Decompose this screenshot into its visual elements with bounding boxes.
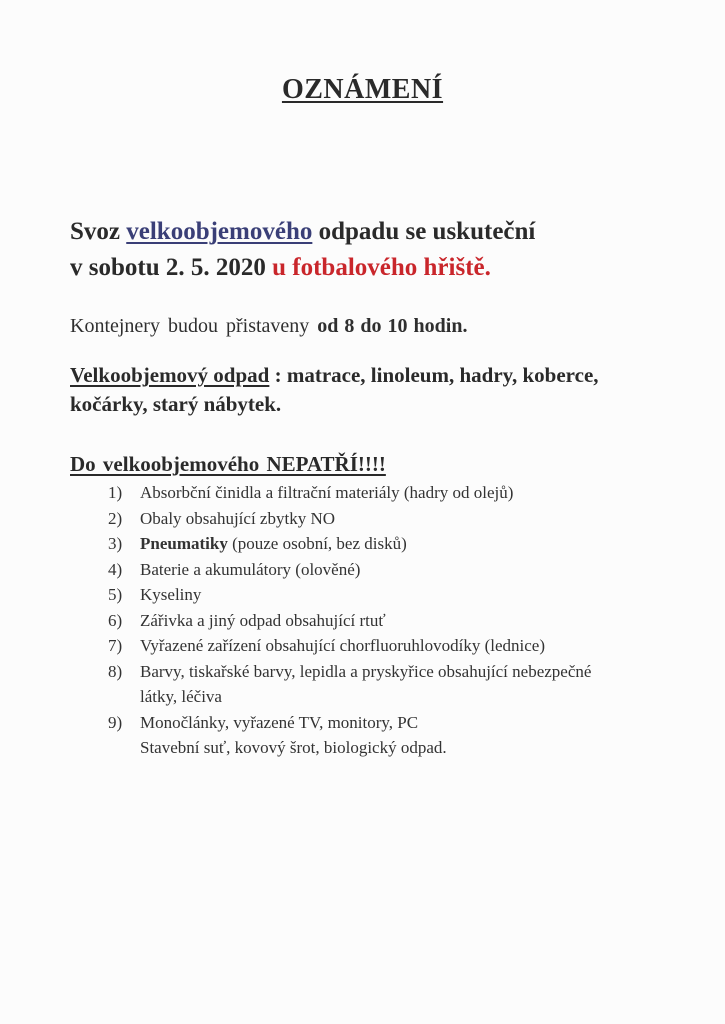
list-item (108, 582, 678, 608)
list-item-text: Zářivka a jiný odpad obsahující rtuť (140, 610, 386, 630)
bulky-waste-info (70, 361, 650, 419)
list-item-number: 6) (108, 610, 123, 630)
containers-info (70, 315, 467, 338)
list-item-number: 5) (108, 585, 123, 604)
bulky-waste-separator: : (269, 363, 287, 387)
page-title: OZNÁMENÍ (281, 74, 444, 105)
list-item-text: Obaly obsahující zbytky NO (140, 508, 335, 528)
list-item-text: Baterie a akumulátory (olověné) (140, 559, 361, 579)
list-item-continuation: Stavební suť, kovový šrot, biologický odpad. (140, 738, 447, 757)
list-item-bold: Pneumatiky (140, 534, 228, 553)
list-item-number: 1) (108, 483, 123, 502)
not-allowed-heading: Do velkoobjemového NEPATŘÍ!!!! (70, 452, 386, 476)
list-item (108, 480, 678, 506)
list-item-text: Absorbční činidla a filtrační materiály (hadry od olejů) (140, 483, 514, 502)
list-item (108, 710, 678, 761)
list-item-number: 4) (108, 559, 123, 579)
list-item-text: Kyseliny (140, 585, 202, 604)
list-item-number: 3) (108, 534, 123, 553)
list-item (108, 659, 678, 710)
containers-text: Kontejnery budou přistaveny (70, 315, 318, 337)
headline-period: . (484, 254, 491, 281)
bulky-waste-label: Velkoobjemový odpad (70, 363, 270, 387)
announcement-headline (70, 214, 535, 286)
list-item-number: 9) (108, 712, 123, 732)
list-item-number: 7) (108, 636, 123, 655)
containers-time: od 8 do 10 hodin. (317, 315, 468, 337)
headline-location: u fotbalového hřiště (272, 254, 485, 281)
list-item-number: 2) (108, 508, 123, 528)
list-item (108, 608, 678, 634)
list-item-text: Monočlánky, vyřazené TV, monitory, PC (140, 712, 419, 732)
headline-part2: odpadu se uskuteční (312, 218, 536, 245)
list-item-continuation: látky, léčiva (140, 687, 222, 706)
list-item (108, 506, 678, 532)
list-item-text: Barvy, tiskařské barvy, lepidla a pryskyřice obsahující nebezpečné (140, 661, 592, 681)
headline-date: v sobotu 2. 5. 2020 (70, 254, 273, 281)
headline-part1: Svoz (70, 218, 127, 245)
bulky-waste-items: matrace, linoleum, hadry, koberce, kočárky, starý nábytek. (70, 363, 599, 416)
list-item-number: 8) (108, 661, 123, 681)
list-item (108, 557, 678, 583)
list-item (108, 531, 678, 557)
list-item-text: Vyřazené zařízení obsahující chorfluoruhlovodíky (lednice) (140, 636, 546, 655)
headline-underlined-word: velkoobjemového (126, 218, 313, 245)
not-allowed-list (108, 480, 678, 761)
list-item (108, 633, 678, 659)
list-item-text: (pouze osobní, bez disků) (227, 534, 407, 553)
